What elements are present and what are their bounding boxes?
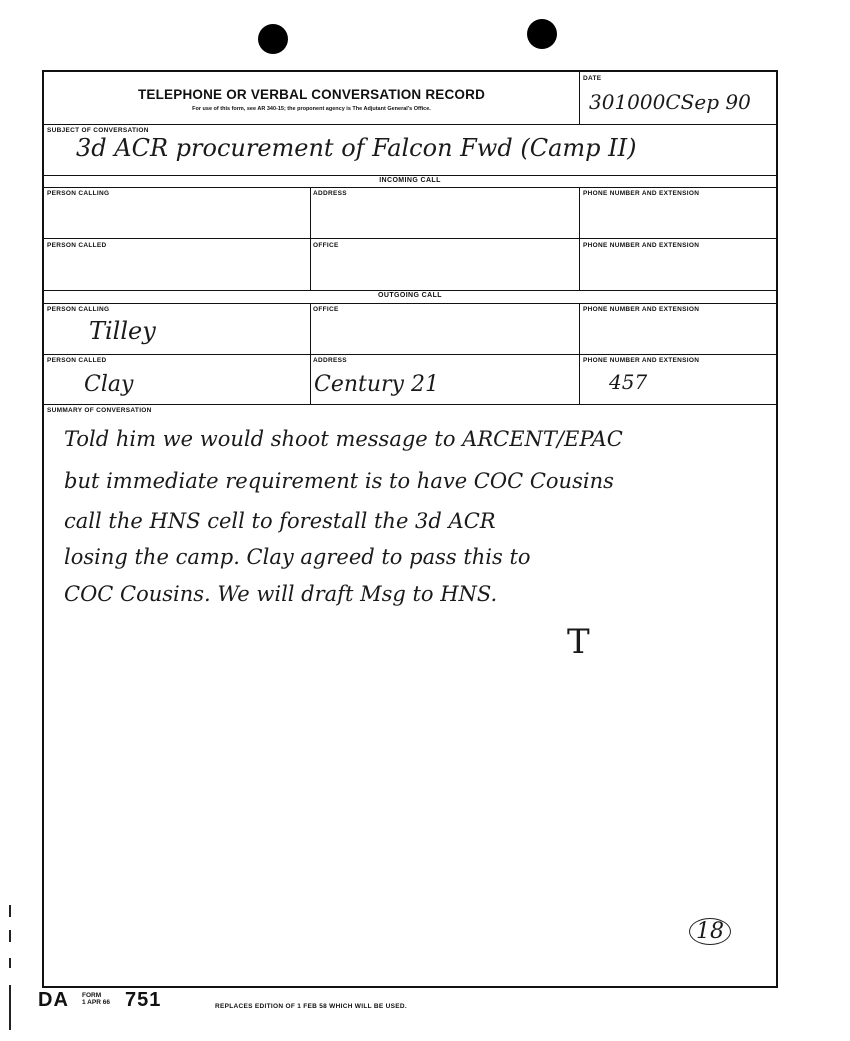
initial-mark: T — [567, 622, 590, 662]
punch-hole-left — [258, 24, 288, 54]
outgoing-address-value: Century 21 — [314, 372, 439, 397]
outgoing-person-called-label: PERSON CALLED — [47, 357, 107, 364]
subject-label: SUBJECT OF CONVERSATION — [47, 127, 149, 134]
incoming-person-called-label: PERSON CALLED — [47, 242, 107, 249]
incoming-address-label: ADDRESS — [313, 190, 347, 197]
form-title: TELEPHONE OR VERBAL CONVERSATION RECORD — [137, 87, 486, 102]
incoming-person-calling-label: PERSON CALLING — [47, 190, 110, 197]
punch-hole-right — [527, 19, 557, 49]
date-label: DATE — [583, 75, 602, 82]
outgoing-office-label: OFFICE — [313, 306, 339, 313]
outgoing-call-band: OUTGOING CALL — [378, 292, 442, 299]
incoming-office-label: OFFICE — [313, 242, 339, 249]
outgoing-phone1-label: PHONE NUMBER AND EXTENSION — [583, 306, 700, 313]
footer-form-date — [82, 992, 110, 1006]
incoming-call-band: INCOMING CALL — [379, 177, 441, 184]
footer-form-number: 751 — [125, 989, 162, 1011]
outgoing-phone2-label: PHONE NUMBER AND EXTENSION — [583, 357, 700, 364]
outgoing-phone2-value: 457 — [609, 370, 648, 394]
summary-line: losing the camp. Clay agreed to pass this to — [64, 545, 531, 569]
margin-mark — [9, 985, 11, 1030]
date-value: 301000CSep 90 — [589, 90, 751, 114]
footer-replaces-note: REPLACES EDITION OF 1 FEB 58 WHICH WILL BE USED. — [215, 1003, 407, 1010]
page-mark: 18 — [689, 918, 731, 945]
footer-form-date-value: 1 APR 66 — [82, 999, 110, 1006]
footer-form-label: FORM — [82, 992, 102, 999]
outgoing-address-label: ADDRESS — [313, 357, 347, 364]
summary-line: call the HNS cell to forestall the 3d ACR — [64, 509, 496, 533]
incoming-phone2-label: PHONE NUMBER AND EXTENSION — [583, 242, 700, 249]
summary-line: but immediate requirement is to have COC Cousins — [64, 469, 614, 493]
margin-mark — [9, 905, 11, 917]
margin-mark — [9, 930, 11, 942]
incoming-phone1-label: PHONE NUMBER AND EXTENSION — [583, 190, 700, 197]
summary-label: SUMMARY OF CONVERSATION — [47, 407, 152, 414]
footer-da-mark: DA — [38, 989, 69, 1011]
form-subtitle: For use of this form, see AR 340-15; the proponent agency is The Adjutant General's Office. — [192, 106, 431, 112]
subject-value: 3d ACR procurement of Falcon Fwd (Camp II) — [76, 134, 637, 162]
summary-line: Told him we would shoot message to ARCENT/EPAC — [64, 427, 623, 451]
outgoing-person-calling-label: PERSON CALLING — [47, 306, 110, 313]
conversation-record-form — [42, 70, 778, 988]
summary-line: COC Cousins. We will draft Msg to HNS. — [64, 582, 498, 606]
outgoing-person-called-value: Clay — [84, 372, 134, 397]
outgoing-person-calling-value: Tilley — [89, 317, 156, 345]
margin-mark — [9, 958, 11, 968]
